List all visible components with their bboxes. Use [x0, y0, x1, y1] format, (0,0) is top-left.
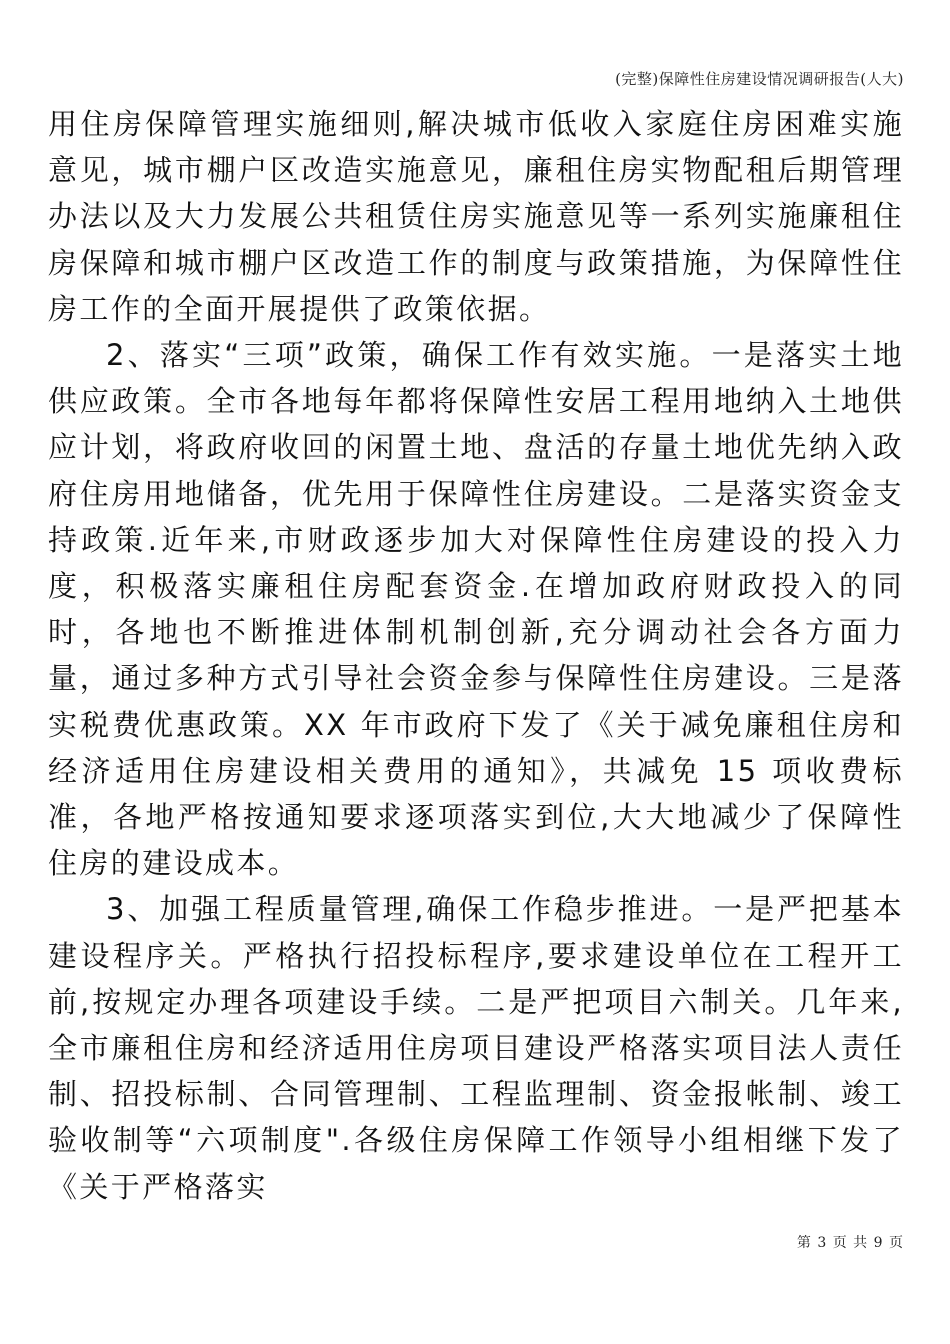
- document-body: [48, 101, 904, 1210]
- paragraph-item-2: 2、落实“三项”政策，确保工作有效实施。一是落实土地供应政策。全市各地每年都将保障性安居工程用地纳入土地供应计划，将政府收回的闲置土地、盘活的存量土地优先纳入政府住房用地储备，优先用于保障性住房建设。二是落实资金支持政策.近年来,市财政逐步加大对保障性住房建设的投入力度，积极落实廉租住房配套资金.在增加政府财政投入的同时，各地也不断推进体制机制创新,充分调动社会各方面力量，通过多种方式引导社会资金参与保障性住房建设。三是落实税费优惠政策。XX 年市政府下发了《关于减免廉租住房和经济适用住房建设相关费用的通知》，共减免 15 项收费标准，各地严格按通知要求逐项落实到位,大大地减少了保障性住房的建设成本。: [48, 338, 904, 881]
- running-header: (完整)保障性住房建设情况调研报告(人大): [615, 70, 904, 88]
- paragraph-continuation: 用住房保障管理实施细则,解决城市低收入家庭住房困难实施意见，城市棚户区改造实施意见，廉租住房实物配租后期管理办法以及大力发展公共租赁住房实施意见等一系列实施廉租住房保障和城市棚户区改造工作的制度与政策措施，为保障性住房工作的全面开展提供了政策依据。: [48, 107, 904, 326]
- paragraph-item-3: 3、加强工程质量管理,确保工作稳步推进。一是严把基本建设程序关。严格执行招投标程序,要求建设单位在工程开工前,按规定办理各项建设手续。二是严把项目六制关。几年来,全市廉租住房和经济适用住房项目建设严格落实项目法人责任制、招投标制、合同管理制、工程监理制、资金报帐制、竣工验收制等“六项制度".各级住房保障工作领导小组相继下发了《关于严格落实: [48, 892, 904, 1204]
- page-number: 第 3 页 共 9 页: [796, 1235, 904, 1251]
